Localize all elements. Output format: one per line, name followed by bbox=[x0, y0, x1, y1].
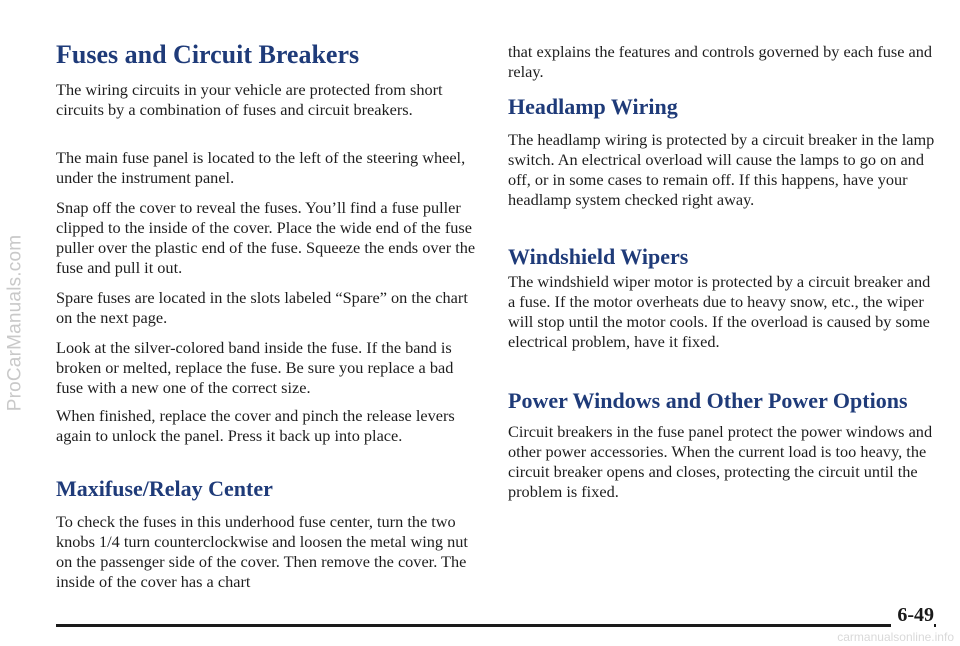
footer-rule bbox=[56, 624, 936, 627]
paragraph-when-finished: When finished, replace the cover and pinch the release levers again to unlock the panel. Press it back up into place. bbox=[56, 406, 455, 445]
paragraph-snap-cover: Snap off the cover to reveal the fuses. You’ll find a fuse puller clipped to the inside of the cover. Place the wide end of the fuse puller over the plastic end of the fuse. Squeeze the ends over the fuse and pull it out. bbox=[56, 198, 476, 277]
section-title-wipers: Windshield Wipers bbox=[508, 244, 689, 269]
paragraph-spare-fuses: Spare fuses are located in the slots labeled “Spare” on the chart on the next page. bbox=[56, 288, 468, 327]
paragraph-wiring-circuits: The wiring circuits in your vehicle are protected from short circuits by a combination of fuses and circuit breakers. bbox=[56, 80, 443, 119]
paragraph-headlamp: The headlamp wiring is protected by a circuit breaker in the lamp switch. An electrical overload will cause the lamps to go on and off, or in some cases to remain off. If this happens, have your headlamp system checked right away. bbox=[508, 130, 935, 209]
page-number: 6-49 bbox=[891, 604, 934, 627]
paragraph-wipers: The windshield wiper motor is protected by a circuit breaker and a fuse. If the motor overheats due to heavy snow, etc., the wiper will stop until the motor cools. If the overload is caused by some electrical problem, have it fixed. bbox=[508, 272, 931, 351]
section-title-power-windows: Power Windows and Other Power Options bbox=[508, 388, 908, 413]
paragraph-power-windows: Circuit breakers in the fuse panel protect the power windows and other power accessories. When the current load is too heavy, the circuit breaker opens and closes, protecting the circuit until the problem is fixed. bbox=[508, 422, 933, 501]
watermark-text: ProCarManuals.com bbox=[4, 234, 26, 412]
paragraph-main-fuse-panel: The main fuse panel is located to the left of the steering wheel, under the instrument panel. bbox=[56, 148, 466, 187]
side-watermark bbox=[2, 0, 28, 646]
footer-watermark: carmanualsonline.info bbox=[837, 630, 954, 644]
paragraph-continued: that explains the features and controls governed by each fuse and relay. bbox=[508, 42, 933, 81]
section-title-fuses: Fuses and Circuit Breakers bbox=[56, 40, 360, 69]
section-title-maxifuse: Maxifuse/Relay Center bbox=[56, 476, 273, 501]
section-title-headlamp: Headlamp Wiring bbox=[508, 94, 678, 119]
paragraph-silver-band: Look at the silver-colored band inside the fuse. If the band is broken or melted, replace the fuse. Be sure you replace a bad fuse with a new one of the correct size. bbox=[56, 338, 454, 397]
paragraph-underhood-fuse-center: To check the fuses in this underhood fuse center, turn the two knobs 1/4 turn counterclockwise and loosen the metal wing nut on the passenger side of the cover. Then remove the cover. The inside of the cover has a chart bbox=[56, 512, 468, 591]
